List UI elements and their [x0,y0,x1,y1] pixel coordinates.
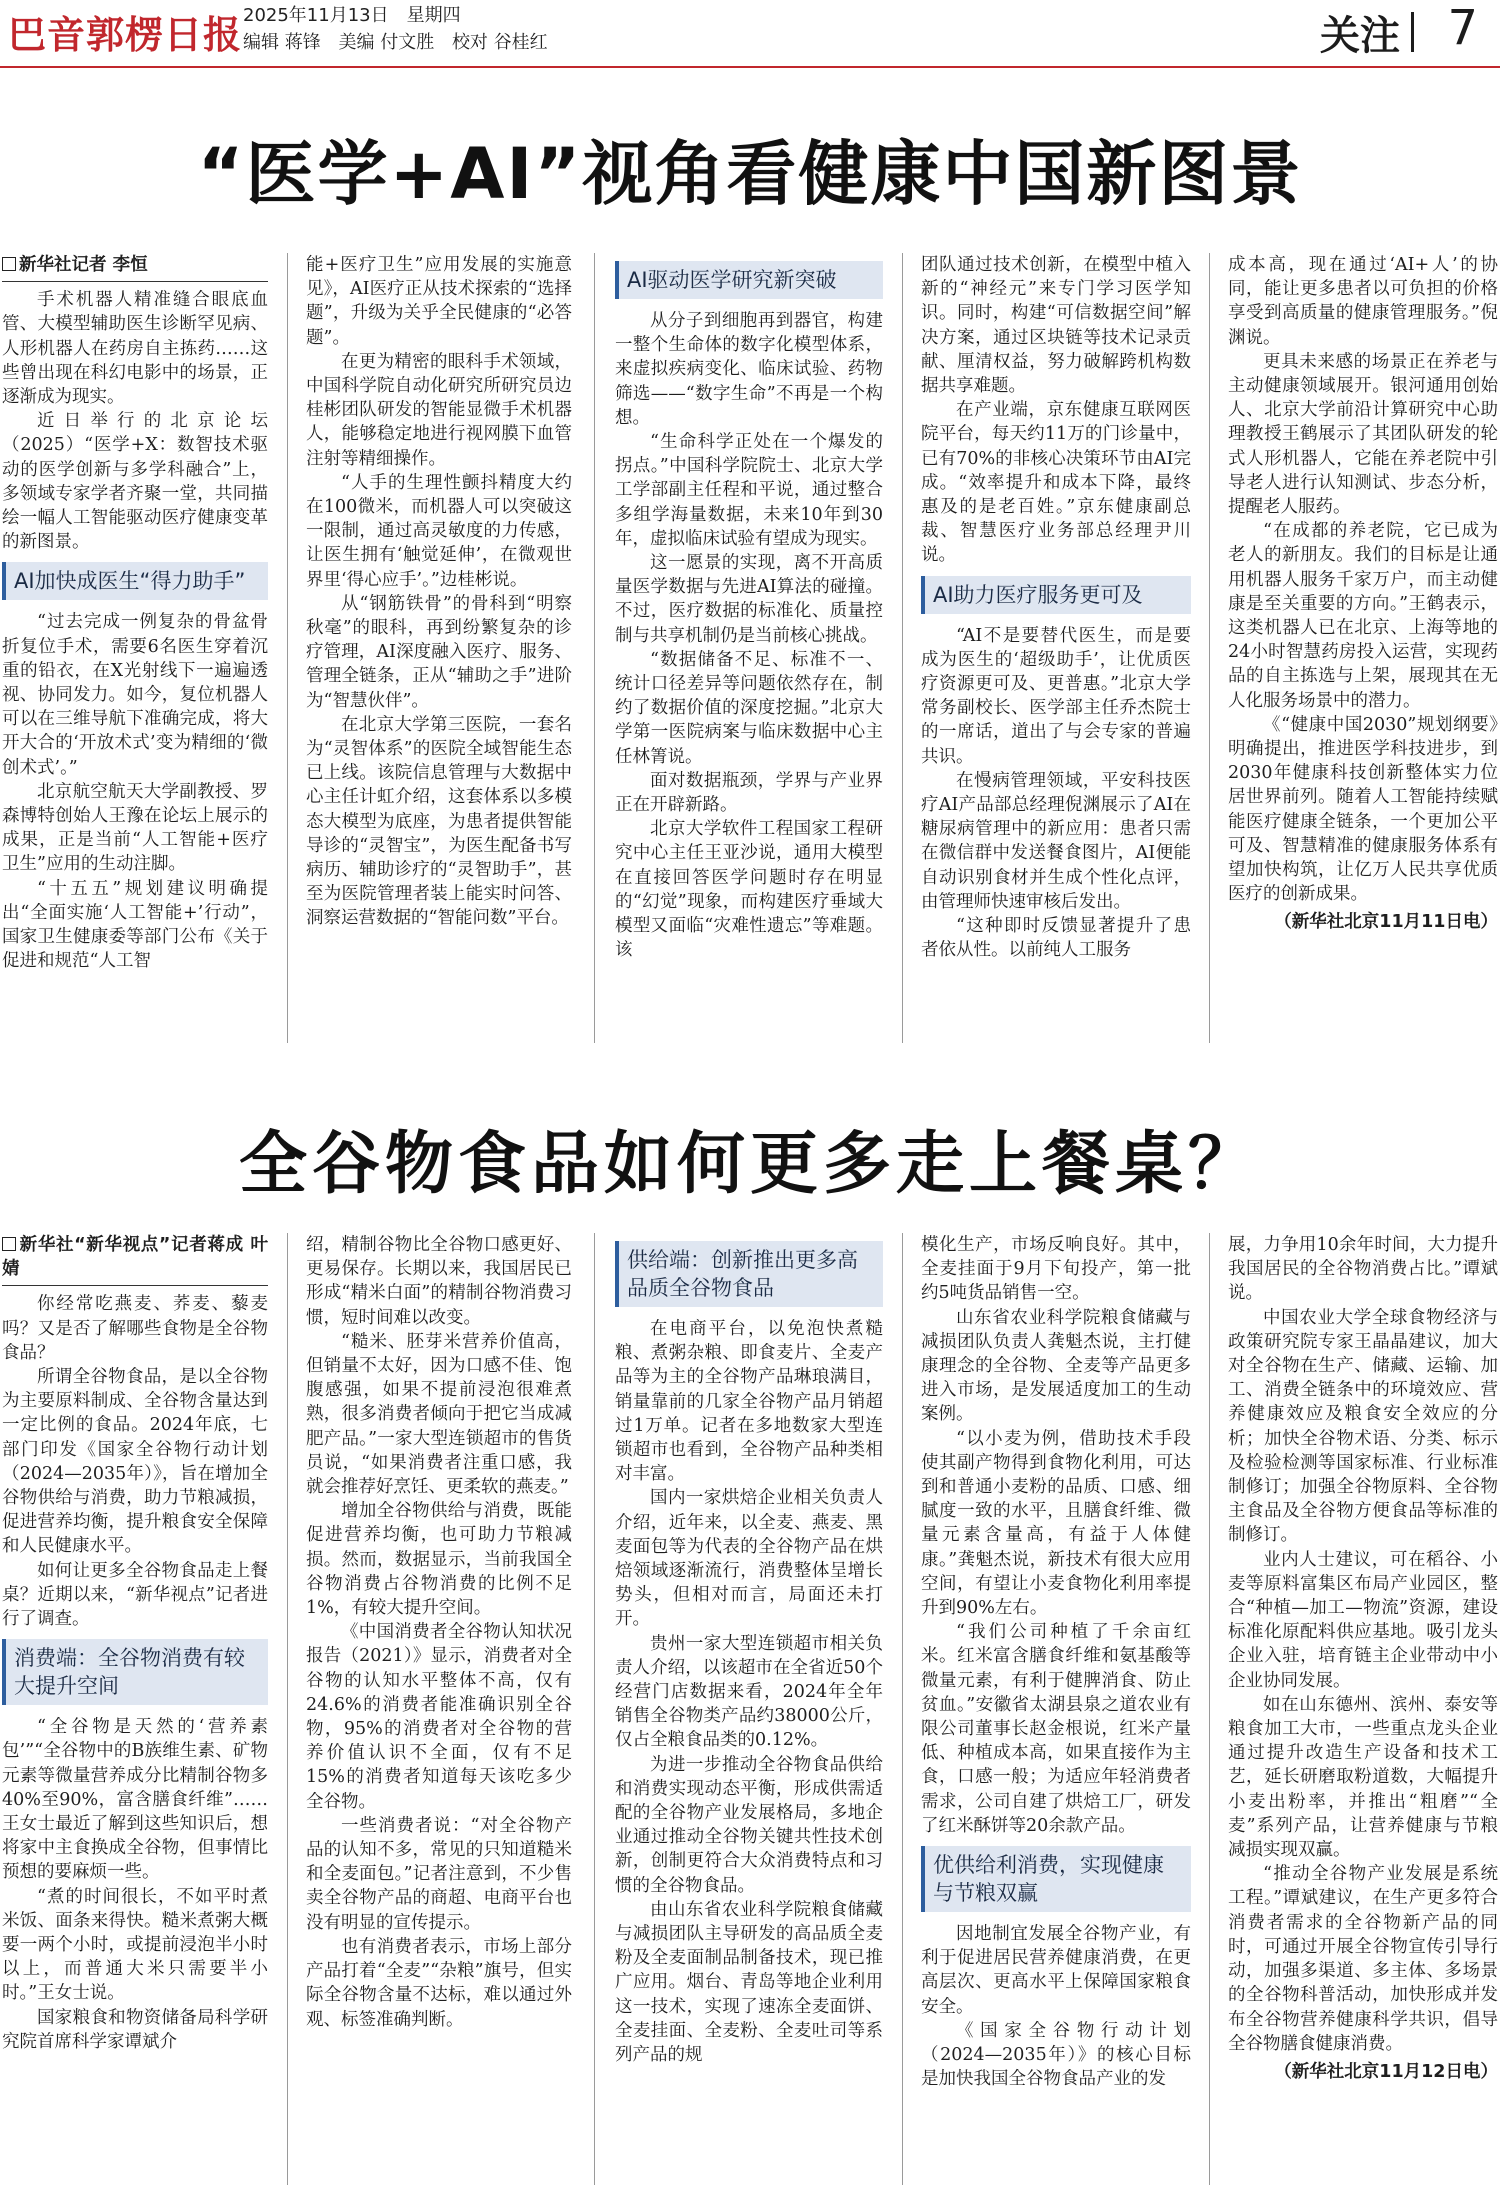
byline-box-icon [2,1237,16,1251]
paper-logo: 巴音郭楞日报 [8,12,243,57]
byline [2,1233,268,1286]
paragraph: 从“钢筋铁骨”的骨科到“明察秋毫”的眼科，再到纷繁复杂的诊疗管理，AI深度融入医疗、服务、管理全链条，正从“辅助之手”进阶为“智慧伙伴”。 [306,593,572,711]
article2-column-4 [921,1233,1191,2185]
paragraph: 绍，精制谷物比全谷物口感更好、更易保存。长期以来，我国居民已形成“精米白面”的精制谷物消费习惯，短时间难以改变。 [306,1235,572,1328]
issue-info [243,2,560,56]
article1-column-2 [306,253,572,1043]
dateline: （新华社北京11月12日电） [1274,2061,1498,2082]
paragraph: 在慢病管理领域，平安科技医疗AI产品部总经理倪渊展示了AI在糖尿病管理中的新应用：患者只需在微信群中发送餐食图片，AI便能自动识别食材并生成个性化点评，由管理师快速审核后发出。 [921,770,1191,912]
paragraph: 北京航空航天大学副教授、罗森博特创始人王豫在论坛上展示的成果，正是当前“人工智能+医疗卫生”应用的生动注脚。 [2,781,268,875]
paragraph: “AI不是要替代医生，而是要成为医生的‘超级助手’，让优质医疗资源更可及、更普惠。”北京大学常务副校长、医学部主任乔杰院士的一席话，道出了与会专家的普遍共识。 [921,625,1191,767]
article2-column-2 [306,1233,572,2185]
paragraph: 国家粮食和物资储备局科学研究院首席科学家谭斌介 [2,2007,268,2052]
article2-column-3 [615,1233,883,2185]
article1-column-3 [615,253,883,1043]
section-divider [1411,12,1414,52]
column-rule [1209,1233,1210,2185]
article1-headline: “医学+AI”视角看健康中国新图景 [197,133,1303,215]
section-subhead: 供给端：创新推出更多高品质全谷物食品 [615,1241,883,1307]
paragraph: “人手的生理性颤抖精度大约在100微米，而机器人可以突破这一限制，通过高灵敏度的力传感，让医生拥有‘触觉延伸’，在微观世界里‘得心应手’。”边桂彬说。 [306,472,572,590]
paragraph: 因地制宜发展全谷物产业，有利于促进居民营养健康消费，在更高层次、更高水平上保障国家粮食安全。 [921,1924,1191,2017]
paragraph: “全谷物是天然的‘营养素包’”“全谷物中的B族维生素、矿物元素等微量营养成分比精制谷物多40%至90%，富含膳食纤维”……王女士最近了解到这些知识后，想将家中主食换成全谷物，但事情比预想的要麻烦一些。 [2,1717,268,1883]
paragraph: 所谓全谷物食品，是以全谷物为主要原料制成、全谷物含量达到一定比例的食品。2024年底，七部门印发《国家全谷物行动计划（2024—2035年）》，旨在增加全谷物供给与消费，助力节粮减损，促进营养均衡，提升粮食安全保障和人民健康水平。 [2,1367,268,1557]
designer-credit: 美编 付文胜 [338,32,435,53]
paragraph: 这一愿景的实现，离不开高质量医学数据与先进AI算法的碰撞。不过，医疗数据的标准化、质量控制与共享机制仍是当前核心挑战。 [615,553,883,646]
byline-text: 新华社记者 李恒 [19,255,148,275]
paragraph: “在成都的养老院，它已成为老人的新朋友。我们的目标是让通用机器人服务千家万户，而主动健康是至关重要的方向。”王鹤表示，这类机器人已在北京、上海等地的24小时智慧药房投入运营，实现药品的自主拣选与上架，展现其在无人化服务场景中的潜力。 [1228,521,1498,711]
section-title: 关注 [1320,13,1400,59]
masthead [0,0,1500,68]
paragraph: 也有消费者表示，市场上部分产品打着“全麦”“杂粮”旗号，但实际全谷物含量不达标，难以通过外观、标签准确判断。 [306,1936,572,2030]
paragraph: 业内人士建议，可在稻谷、小麦等原料富集区布局产业园区，整合“种植—加工—物流”资源，建设标准化原配料供应基地。吸引龙头企业入驻，培育链主企业带动中小企业协同发展。 [1228,1549,1498,1691]
paragraph: “推动全谷物产业发展是系统工程。”谭斌建议，在生产更多符合消费者需求的全谷物新产品的同时，可通过开展全谷物宣传引导行动，加强多渠道、多主体、多场景的全谷物科普活动，加快形成并发布全谷物营养健康科学共识，倡导全谷物膳食健康消费。 [1228,1864,1498,2054]
paragraph: 在北京大学第三医院，一套名为“灵智体系”的医院全域智能生态已上线。该院信息管理与大数据中心主任计虹介绍，这套体系以多模态大模型为底座，为患者提供智能导诊的“灵智宝”，为医生配备书写病历、辅助诊疗的“灵智助手”，甚至为医院管理者装上能实时问答、洞察运营数据的“智能问数”平台。 [306,714,572,929]
paragraph: 《国家全谷物行动计划（2024—2035年）》的核心目标是加快我国全谷物食品产业的发 [921,2020,1191,2090]
article1-column-5 [1228,253,1498,1083]
paragraph: 模化生产，市场反响良好。其中，全麦挂面于9月下旬投产，第一批约5吨货品销售一空。 [921,1235,1191,1304]
column-rule [902,1233,903,2185]
paragraph: 展，力争用10余年时间，大力提升我国居民的全谷物消费占比。”谭斌说。 [1228,1235,1498,1304]
section-subhead: 优供给利消费，实现健康与节粮双赢 [921,1846,1191,1912]
paragraph: 山东省农业科学院粮食储藏与减损团队负责人龚魁杰说，主打健康理念的全谷物、全麦等产品更多进入市场，是发展适度加工的生动案例。 [921,1307,1191,1425]
editor-credit: 编辑 蒋锋 [243,32,321,53]
paragraph: 如何让更多全谷物食品走上餐桌？近期以来，“新华视点”记者进行了调查。 [2,1560,268,1630]
proofreader-credit: 校对 谷桂红 [451,32,548,53]
paragraph: 贵州一家大型连锁超市相关负责人介绍，以该超市在全省近50个经营门店数据来看，2024年全年销售全谷物类产品约38000公斤，仅占全粮食品类的0.12%。 [615,1633,883,1751]
paragraph: “数据储备不足、标准不一、统计口径差异等问题依然存在，制约了数据价值的深度挖掘。”北京大学第一医院病案与临床数据中心主任林箐说。 [615,649,883,767]
paragraph: 能+医疗卫生”应用发展的实施意见》，AI医疗正从技术探索的“选择题”，升级为关乎全民健康的“必答题”。 [306,255,572,348]
paragraph: “我们公司种植了千余亩红米。红米富含膳食纤维和氨基酸等微量元素，有利于健脾消食、防止贫血。”安徽省太湖县泉之道农业有限公司董事长赵金根说，红米产量低、种植成本高，如果直接作为主食，口感一般；为适应年轻消费者需求，公司自建了烘焙工厂，研发了红米酥饼等20余款产品。 [921,1622,1191,1836]
paragraph: “十五五”规划建议明确提出“全面实施‘人工智能+’行动”，国家卫生健康委等部门公布《关于促进和规范“人工智 [2,878,268,972]
paragraph: 团队通过技术创新，在模型中植入新的“神经元”来专门学习医学知识。同时，构建“可信数据空间”解决方案，通过区块链等技术记录贡献、厘清权益，努力破解跨机构数据共享难题。 [921,255,1191,397]
paragraph: 近日举行的北京论坛（2025）“医学+X：数智技术驱动的医学创新与多学科融合”上，多领域专家学者齐聚一堂，共同描绘一幅人工智能驱动医疗健康变革的新图景。 [2,411,268,553]
column-rule [1209,253,1210,1043]
paragraph: 在更为精密的眼科手术领域，中国科学院自动化研究所研究员边桂彬团队研发的智能显微手术机器人，能够稳定地进行视网膜下血管注射等精细操作。 [306,351,572,469]
article2-column-1 [2,1233,268,2185]
paragraph: “这种即时反馈显著提升了患者依从性。以前纯人工服务 [921,916,1191,961]
paragraph: 由山东省农业科学院粮食储藏与减损团队主导研发的高品质全麦粉及全麦面制品制备技术，现已推广应用。烟台、青岛等地企业利用这一技术，实现了速冻全麦面饼、全麦挂面、全麦粉、全麦吐司等系列产品的规 [615,1899,883,2066]
paragraph: 为进一步推动全谷物食品供给和消费实现动态平衡，形成供需适配的全谷物产业发展格局，多地企业通过推动全谷物关键共性技术创新，创制更符合大众消费特点和习惯的全谷物食品。 [615,1754,883,1896]
editor-credits [243,29,560,56]
paragraph: 一些消费者说：“对全谷物产品的认知不多，常见的只知道糙米和全麦面包。”记者注意到，不少售卖全谷物产品的商超、电商平台也没有明显的宣传提示。 [306,1815,572,1933]
paragraph: “生命科学正处在一个爆发的拐点。”中国科学院院士、北京大学工学部副主任程和平说，通过整合多组学海量数据，未来10年到30年，虚拟临床试验有望成为现实。 [615,432,883,549]
paragraph: 北京大学软件工程国家工程研究中心主任王亚沙说，通用大模型在直接回答医学问题时存在明显的“幻觉”现象，而构建医疗垂域大模型又面临“灾难性遗忘”等难题。该 [615,819,883,961]
paragraph: 你经常吃燕麦、荞麦、藜麦吗？又是否了解哪些食物是全谷物食品？ [2,1294,268,1363]
column-rule [287,1233,288,2185]
section-subhead: AI助力医疗服务更可及 [921,576,1191,614]
article1-column-4 [921,253,1191,1043]
paragraph: 在产业端，京东健康互联网医院平台，每天约11万的门诊量中，已有70%的非核心决策环节由AI完成。“效率提升和成本下降，最终惠及的是老百姓。”京东健康副总裁、智慧医疗业务部总经理尹川说。 [921,400,1191,566]
paragraph: “煮的时间很长，不如平时煮米饭、面条来得快。糙米煮粥大概要一两个小时，或提前浸泡半小时以上，而普通大米只需要半小时。”王女士说。 [2,1886,268,2004]
byline-box-icon [2,257,16,271]
paragraph: 面对数据瓶颈，学界与产业界正在开辟新路。 [615,770,883,816]
paragraph: 中国农业大学全球食物经济与政策研究院专家王晶晶建议，加大对全谷物在生产、储藏、运输、加工、消费全链条中的环境效应、营养健康效应及粮食安全效应的分析；加快全谷物术语、分类、标示及检验检测等国家标准、行业标准制修订；加强全谷物原料、全谷物主食品及全谷物方便食品等标准的制修订。 [1228,1307,1498,1546]
paragraph: “以小麦为例，借助技术手段使其副产物得到食物化利用，可达到和普通小麦粉的品质、口感、细腻度一致的水平，且膳食纤维、微量元素含量高，有益于人体健康。”龚魁杰说，新技术有很大应用空间，有望让小麦食物化利用率提升到90%左右。 [921,1428,1191,1619]
column-rule [594,253,595,1043]
column-rule [287,253,288,1043]
section-subhead: 消费端：全谷物消费有较大提升空间 [2,1639,268,1705]
paragraph: “过去完成一例复杂的骨盆骨折复位手术，需要6名医生穿着沉重的铅衣，在X光射线下一遍遍透视、协同发力。如今，复位机器人可以在三维导航下准确完成，将大开大合的‘开放术式’变为精细的‘微创术式’。” [2,612,268,778]
paragraph: 如在山东德州、滨州、泰安等粮食加工大市，一些重点龙头企业通过提升改造生产设备和技术工艺，延长研磨取粉道数，大幅提升小麦出粉率，并推出“粗磨”“全麦”系列产品，让营养健康与节粮减损实现双赢。 [1228,1694,1498,1861]
column-rule [594,1233,595,2185]
article1-column-1 [2,253,268,1043]
paragraph: 《“健康中国2030”规划纲要》明确提出，推进医学科技进步，到2030年健康科技创新整体实力位居世界前列。随着人工智能持续赋能医疗健康全链条，一个更加公平可及、智慧精准的健康服务体系有望加快构筑，让亿万人民共享优质医疗的创新成果。 [1228,714,1498,905]
dateline: （新华社北京11月11日电） [1274,912,1498,933]
page-number: 7 [1447,0,1478,56]
paragraph: 增加全谷物供给与消费，既能促进营养均衡，也可助力节粮减损。然而，数据显示，当前我国全谷物消费占谷物消费的比例不足1%，有较大提升空间。 [306,1501,572,1619]
paragraph: 成本高，现在通过‘AI+人’的协同，能让更多患者以可负担的价格享受到高质量的健康管理服务。”倪渊说。 [1228,255,1498,348]
paragraph: “糙米、胚芽米营养价值高，但销量不太好，因为口感不佳、饱腹感强，如果不提前浸泡很难煮熟，很多消费者倾向于把它当成减肥产品。”一家大型连锁超市的售货员说，“如果消费者注重口感，我就会推荐好烹饪、更柔软的燕麦。” [306,1331,572,1498]
section-subhead: AI加快成医生“得力助手” [2,562,268,600]
byline [2,253,268,282]
column-rule [902,253,903,1043]
section-subhead: AI驱动医学研究新突破 [615,261,883,299]
byline-text: 新华社“新华视点”记者蒋成 叶婧 [2,1235,268,1280]
article2-column-5 [1228,1233,1498,2185]
paragraph: 国内一家烘焙企业相关负责人介绍，近年来，以全麦、燕麦、黑麦面包等为代表的全谷物产品在烘焙领域逐渐流行，消费整体呈增长势头，但相对而言，局面还未打开。 [615,1488,883,1630]
issue-date: 2025年11月13日 星期四 [243,5,461,26]
paragraph: 手术机器人精准缝合眼底血管、大模型辅助医生诊断罕见病、人形机器人在药房自主拣药……这些曾出现在科幻电影中的场景，正逐渐成为现实。 [2,290,268,408]
paragraph: 在电商平台，以免泡快煮糙粮、煮粥杂粮、即食麦片、全麦产品等为主的全谷物产品琳琅满目，销量靠前的几家全谷物产品月销超过1万单。记者在多地数家大型连锁超市也看到，全谷物产品种类相对丰富。 [615,1319,883,1485]
article2-headline: 全谷物食品如何更多走上餐桌？ [238,1124,1261,1204]
paragraph: 更具未来感的场景正在养老与主动健康领域展开。银河通用创始人、北京大学前沿计算研究中心助理教授王鹤展示了其团队研发的轮式人形机器人，它能在养老院中引导老人进行认知测试、步态分析，提醒老人服药。 [1228,351,1498,518]
paragraph: 《中国消费者全谷物认知状况报告（2021）》显示，消费者对全谷物的认知水平整体不高，仅有24.6%的消费者能准确识别全谷物，95%的消费者对全谷物的营养价值认识不全面，仅有不足15%的消费者知道每天该吃多少全谷物。 [306,1622,572,1812]
paragraph: 从分子到细胞再到器官，构建一整个生命体的数字化模型体系，来虚拟疾病变化、临床试验、药物筛选——“数字生命”不再是一个构想。 [615,311,883,428]
